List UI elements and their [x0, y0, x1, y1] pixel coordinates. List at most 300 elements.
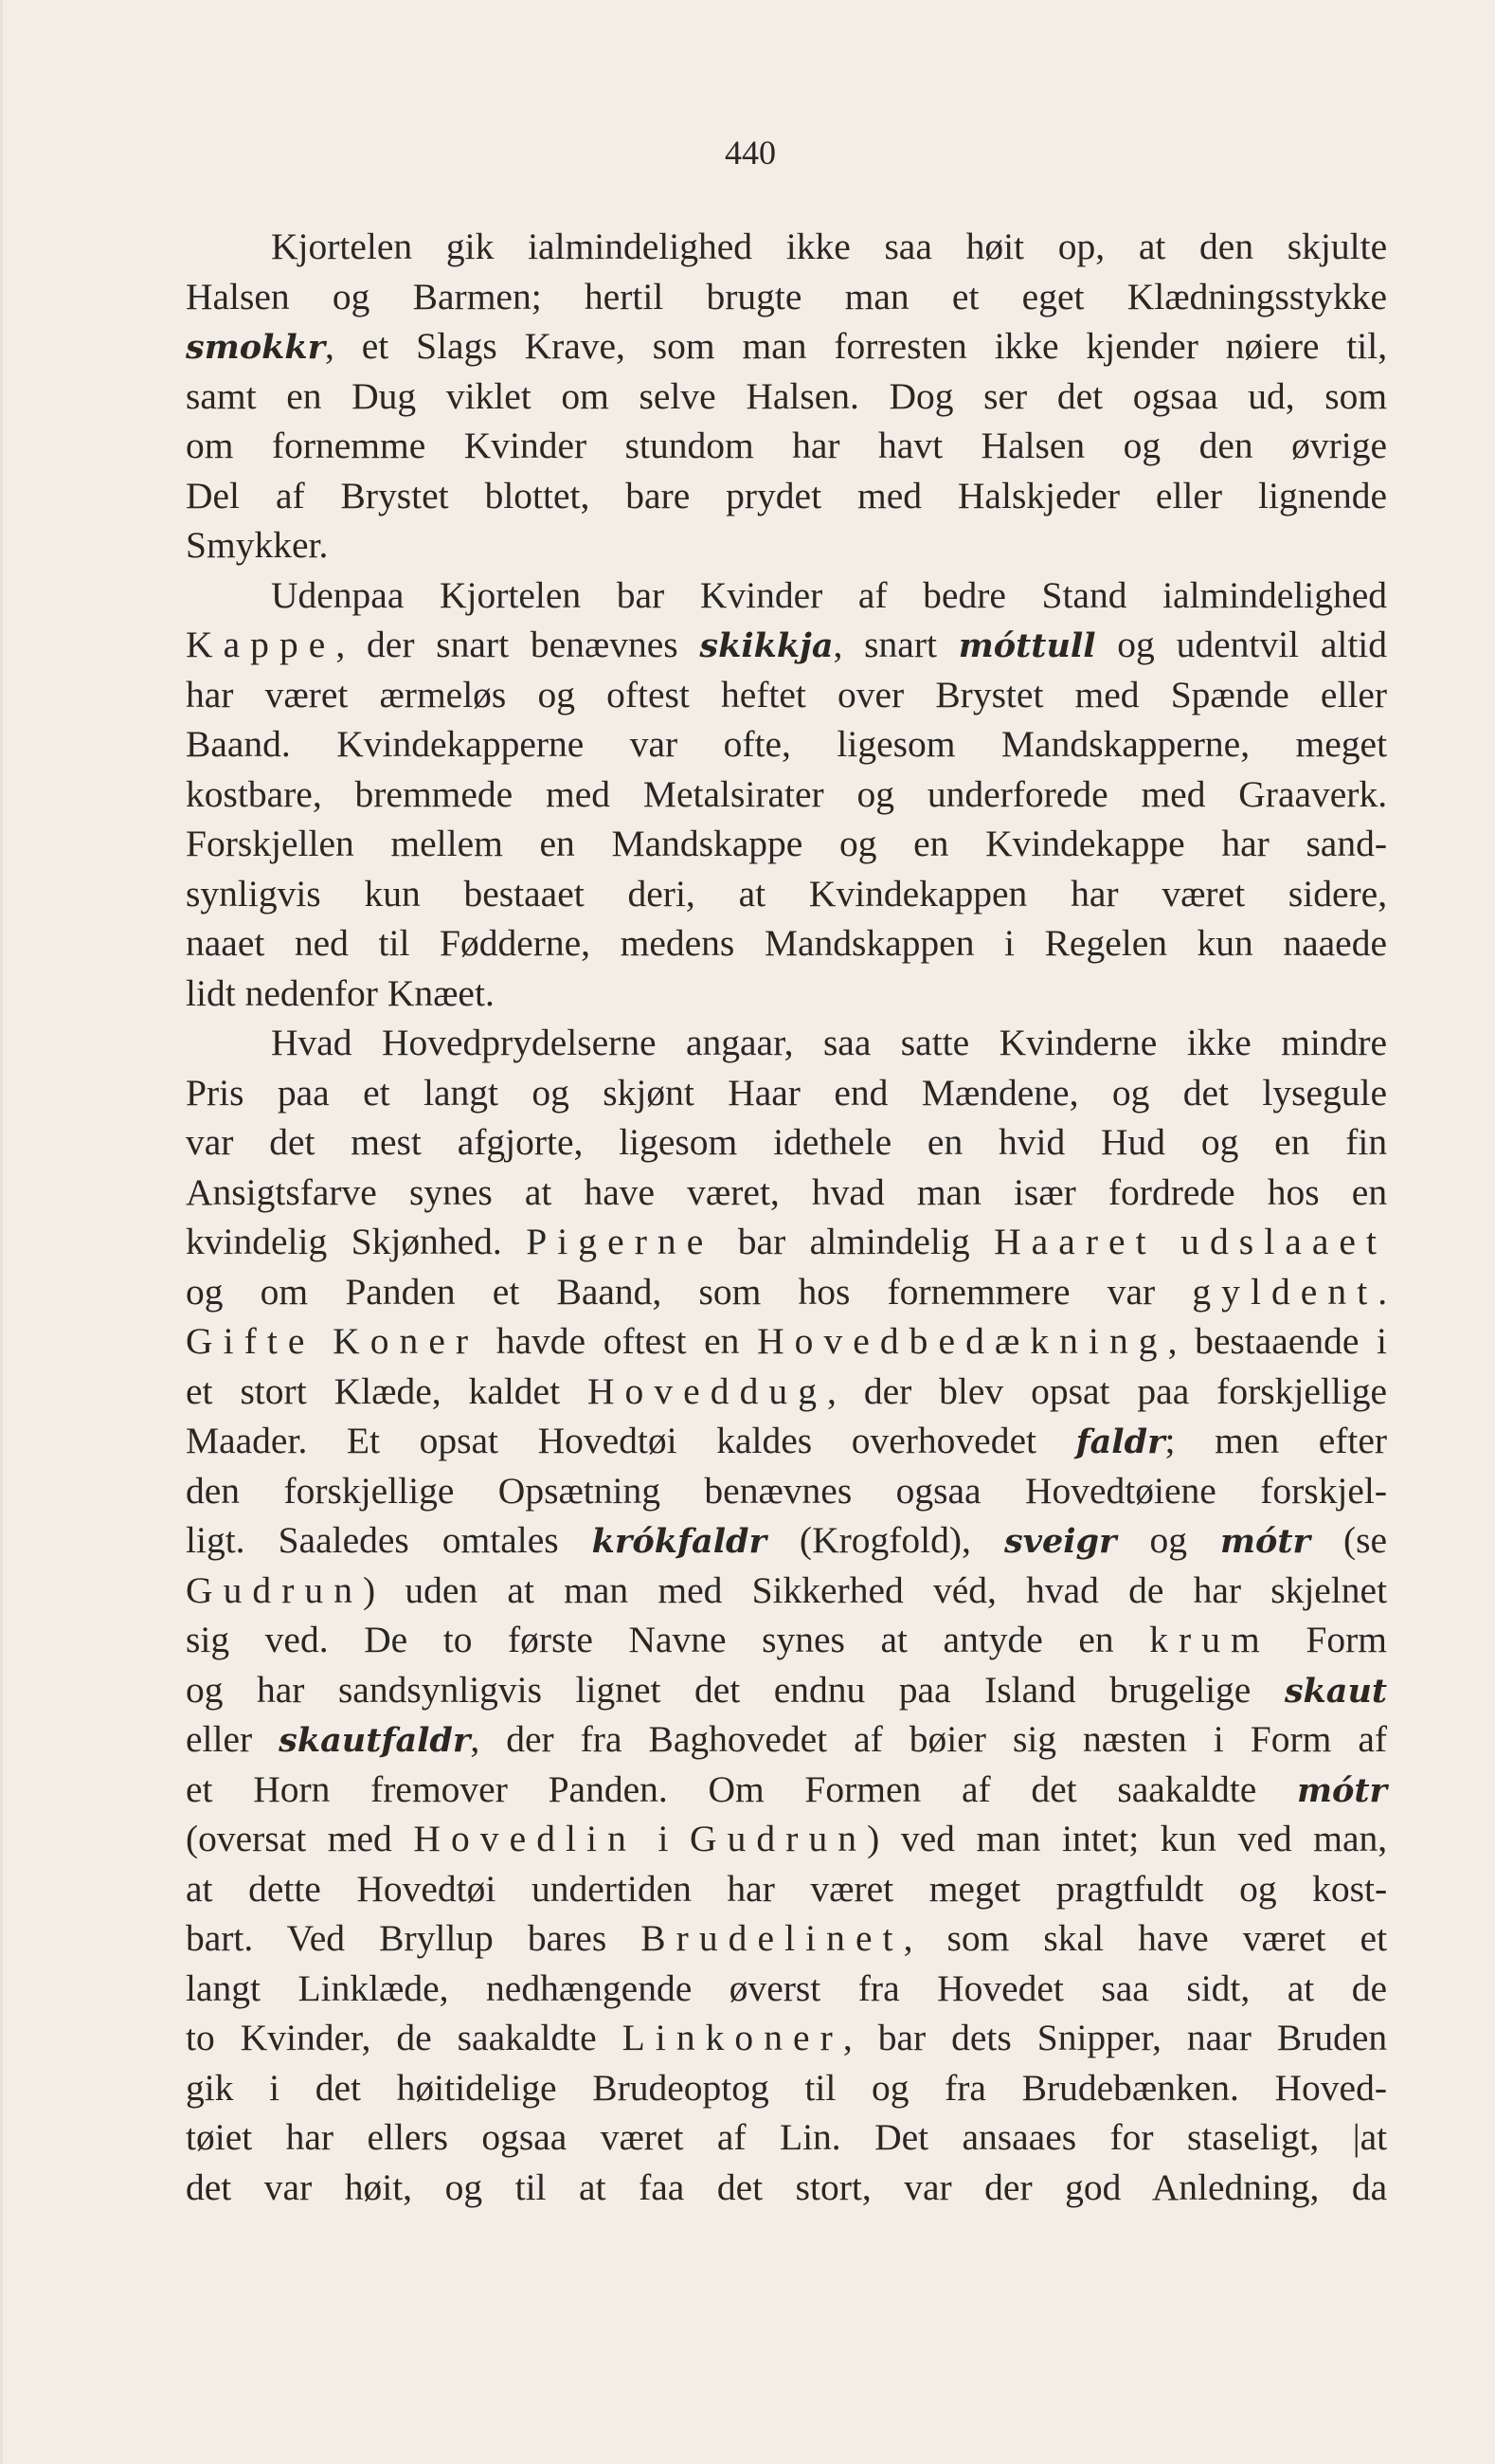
word: havt — [878, 425, 944, 466]
word: Krave, — [524, 325, 625, 367]
word: Anledning, — [1151, 2165, 1320, 2208]
word: der — [506, 1718, 554, 1760]
word: med — [327, 1818, 392, 1859]
word: i — [1213, 1718, 1224, 1760]
word: et — [951, 275, 980, 317]
spaced-emphasis: Hovedlin — [413, 1818, 637, 1859]
word: to — [442, 1619, 473, 1660]
italic-term: skikkja — [699, 626, 834, 665]
word: det — [716, 2165, 764, 2208]
italic-term: skautfaldr — [279, 1721, 471, 1760]
word: . — [1378, 1270, 1388, 1313]
word: synes — [762, 1619, 845, 1660]
word: og — [186, 1270, 224, 1313]
word: , — [842, 2017, 853, 2058]
word: kun — [1160, 1818, 1217, 1859]
word: ofte, — [723, 723, 791, 765]
word: og — [838, 823, 877, 864]
word: saa — [1101, 1966, 1149, 2009]
word: Maader. — [186, 1420, 308, 1461]
word: af — [275, 474, 305, 516]
word: med — [1141, 772, 1206, 815]
word: forskjellige — [283, 1469, 455, 1512]
word: medens — [620, 922, 735, 964]
word: skal — [1043, 1917, 1105, 1959]
word: at — [186, 1867, 213, 1910]
text-line — [186, 321, 1387, 371]
word: selve — [639, 374, 716, 417]
text-line — [186, 1018, 1387, 1068]
word: have — [1138, 1917, 1209, 1959]
word: , — [1167, 1320, 1178, 1362]
word: altid — [1320, 624, 1388, 665]
word: til — [378, 922, 410, 964]
word: bestaaet — [463, 872, 585, 915]
word: fordrede — [1108, 1170, 1235, 1213]
word: en — [927, 1121, 964, 1163]
word: de — [1351, 1966, 1388, 2009]
word: Kvindekappen — [808, 872, 1028, 915]
word: Kjortelen — [271, 226, 413, 267]
word: første — [508, 1619, 593, 1660]
word: god — [1065, 2165, 1122, 2208]
spaced-emphasis: Gudrun — [690, 1818, 868, 1859]
word: udentvil — [1176, 624, 1300, 665]
word: hos — [798, 1270, 851, 1313]
word: Ansigtsfarve — [186, 1170, 377, 1213]
word: , — [335, 624, 346, 665]
word: Baand. — [186, 723, 291, 765]
word: benævnes — [704, 1469, 853, 1512]
word: det — [1056, 374, 1104, 417]
word: , — [325, 325, 334, 367]
word: oftest — [603, 1320, 687, 1362]
word: og — [332, 275, 370, 317]
word: Bruden — [1276, 2017, 1388, 2058]
word: Kjortelen — [439, 573, 582, 616]
word: man — [564, 1568, 629, 1611]
word: Hud — [1101, 1121, 1166, 1163]
word: været, — [687, 1170, 780, 1213]
text-line — [186, 1665, 1387, 1715]
word: nedhængende — [486, 1966, 693, 2009]
word: prydet — [726, 474, 822, 516]
word: afgjorte, — [457, 1121, 584, 1163]
word: Haar — [728, 1071, 801, 1114]
word: øverst — [729, 1966, 821, 2009]
word: et — [361, 325, 389, 367]
text-line — [186, 819, 1387, 869]
word: ialmindelighed — [528, 226, 753, 267]
word: have — [584, 1170, 656, 1213]
text-line — [186, 1267, 1387, 1317]
word: sand- — [1306, 823, 1387, 864]
word: dette — [248, 1867, 321, 1910]
text-line — [186, 520, 1387, 571]
word: Island — [984, 1668, 1076, 1711]
word: Metalsirater — [642, 772, 824, 815]
text-line — [186, 2013, 1387, 2063]
text-line — [186, 969, 1387, 1019]
text-line — [186, 1316, 1387, 1367]
word: , — [903, 1917, 913, 1959]
word: satte — [900, 1022, 970, 1063]
word: Hoved- — [1274, 2066, 1387, 2109]
spaced-emphasis: Koner — [333, 1320, 479, 1362]
word: Lin. — [779, 2116, 841, 2158]
word: antyde — [943, 1619, 1043, 1660]
word: ligesom — [837, 723, 956, 765]
word: en — [1351, 1170, 1388, 1213]
word: eget — [1021, 275, 1085, 317]
word: og — [1239, 1867, 1277, 1910]
italic-term: smokkr — [186, 328, 326, 367]
word: med — [657, 1568, 723, 1611]
word: og — [856, 772, 894, 815]
word: langt — [423, 1071, 498, 1114]
word: at — [1287, 1966, 1315, 2009]
word: ogsaa — [1132, 374, 1218, 417]
word: Spænde — [1170, 673, 1289, 716]
word: underforede — [927, 772, 1108, 815]
word: synes — [408, 1170, 493, 1213]
word: Del — [186, 474, 241, 516]
word: dets — [951, 2017, 1012, 2058]
word: almindelig — [809, 1221, 970, 1262]
word: hos — [1267, 1170, 1320, 1213]
word: Opsætning — [497, 1469, 660, 1512]
word: staseligt, — [1186, 2116, 1320, 2158]
word: bar — [616, 573, 665, 616]
word: naaet — [186, 922, 265, 964]
text-line — [186, 869, 1387, 919]
word: gik — [186, 2066, 234, 2109]
word: og — [1149, 1519, 1187, 1561]
word: forskjellige — [1216, 1369, 1388, 1412]
word: var — [186, 1121, 234, 1163]
word: fornemme — [271, 425, 426, 466]
word: Halsen — [186, 275, 290, 317]
word: idethele — [773, 1121, 892, 1163]
text-line — [186, 1068, 1387, 1118]
word: man, — [1313, 1818, 1388, 1859]
word: De — [364, 1619, 408, 1660]
word: efter — [1318, 1420, 1388, 1461]
word: det — [1031, 1767, 1077, 1810]
italic-term: mótr — [1220, 1522, 1310, 1561]
italic-term: móttull — [958, 626, 1096, 665]
word: det — [1182, 1071, 1230, 1114]
word: det — [269, 1121, 315, 1163]
word: var — [904, 2165, 952, 2208]
spaced-emphasis: Gudrun — [186, 1568, 364, 1611]
word: intet; — [1062, 1818, 1140, 1859]
word: kun — [364, 872, 421, 915]
word: for — [1109, 2116, 1154, 2158]
italic-term: faldr — [1075, 1422, 1165, 1461]
word: og — [531, 1071, 569, 1114]
word: Regelen — [1044, 922, 1167, 964]
word: været — [1242, 1917, 1326, 1959]
word: af — [716, 2116, 747, 2158]
word: de — [396, 2017, 432, 2058]
word: ned — [294, 922, 349, 964]
word: som — [698, 1270, 762, 1313]
word: Bryllup — [379, 1917, 494, 1959]
text-line — [186, 770, 1387, 820]
word: Horn — [253, 1767, 331, 1810]
word: Ved — [286, 1917, 346, 1959]
word: deri, — [627, 872, 695, 915]
word: et — [186, 1767, 213, 1810]
text-line — [186, 1416, 1387, 1466]
word: ialmindelighed — [1162, 573, 1388, 616]
word: Det — [874, 2116, 929, 2158]
word: naar — [1186, 2017, 1252, 2058]
word: naaede — [1283, 922, 1387, 964]
word: høitidelige — [396, 2066, 557, 2109]
word: Hvad — [271, 1022, 352, 1063]
italic-term: sveigr — [1003, 1522, 1117, 1561]
word: blottet, — [484, 474, 590, 516]
word: (Krogfold), — [799, 1519, 971, 1561]
word: endnu — [773, 1668, 866, 1711]
word: at — [579, 2165, 606, 2208]
word: ligesom — [619, 1121, 738, 1163]
word: eller — [1320, 673, 1388, 716]
word: Halsen — [981, 425, 1086, 466]
word: til, — [1346, 325, 1388, 367]
word: Hovedtøi — [537, 1420, 677, 1461]
text-line — [186, 1466, 1387, 1516]
word: der — [984, 2165, 1033, 2208]
page-number: 440 — [725, 134, 776, 172]
word: især — [1013, 1170, 1076, 1213]
word: om — [260, 1270, 309, 1313]
word: ved — [1237, 1818, 1292, 1859]
word: kaldes — [716, 1420, 813, 1461]
word: Form — [1250, 1718, 1332, 1760]
italic-term: krókfaldr — [591, 1522, 766, 1561]
word: stundom — [624, 425, 754, 466]
word: i — [1377, 1320, 1387, 1362]
word: i — [657, 1818, 669, 1859]
word: har — [1193, 1568, 1241, 1611]
text-line — [186, 918, 1387, 969]
word: sidere, — [1288, 872, 1388, 915]
word: med — [546, 772, 611, 815]
word: ; — [1164, 1420, 1176, 1461]
word: været — [600, 2116, 684, 2158]
word: da — [1351, 2165, 1388, 2208]
word: ved. — [264, 1619, 329, 1660]
spaced-emphasis: Pigerne — [526, 1221, 714, 1262]
word: bares — [527, 1917, 607, 1959]
word: men — [1215, 1420, 1280, 1461]
word: og — [1117, 624, 1155, 665]
word: opsat — [1031, 1369, 1110, 1412]
word: fornemmere — [887, 1270, 1071, 1313]
text-line — [186, 1913, 1387, 1964]
word: Mændene, — [921, 1071, 1079, 1114]
word: høit — [965, 226, 1025, 267]
word: saa — [884, 226, 932, 267]
word: var — [263, 2165, 313, 2208]
text-line — [186, 1515, 1387, 1566]
body-text — [186, 222, 1387, 2212]
word: Kvindekappe — [985, 823, 1185, 864]
word: Graaverk. — [1238, 772, 1388, 815]
word: overhovedet — [851, 1420, 1036, 1461]
word: , — [470, 1718, 480, 1760]
word: har — [285, 2116, 334, 2158]
word: uden — [405, 1568, 478, 1611]
word: Formen — [804, 1767, 922, 1810]
word: Baghovedet — [648, 1718, 828, 1760]
word: Klædningsstykke — [1126, 275, 1388, 317]
text-line — [186, 1964, 1387, 2014]
word: |at — [1352, 2116, 1388, 2158]
word: har — [1071, 872, 1119, 915]
word: sig — [1012, 1718, 1057, 1760]
word: Mandskappe — [611, 823, 803, 864]
word: stort — [240, 1369, 307, 1412]
word: Hovedprydelserne — [381, 1022, 657, 1063]
word: opsat — [419, 1420, 499, 1461]
text-line — [186, 1714, 1387, 1765]
word: Baand, — [556, 1270, 662, 1313]
word: bremmede — [354, 772, 513, 815]
word: ikke — [785, 226, 851, 267]
word: det — [693, 1668, 741, 1711]
word: bar — [737, 1221, 786, 1262]
word: paa — [1137, 1369, 1190, 1412]
word: faa — [639, 2165, 685, 2208]
word: var — [629, 723, 678, 765]
spaced-emphasis: krum — [1149, 1619, 1270, 1660]
word: og — [1111, 1071, 1150, 1114]
word: i — [269, 2066, 280, 2109]
word: Brudebænken. — [1021, 2066, 1239, 2109]
word: over — [838, 673, 905, 716]
word: et — [492, 1270, 520, 1313]
word: Knæet. — [387, 971, 495, 1014]
word: fremover — [370, 1767, 508, 1810]
text-line — [186, 620, 1387, 670]
word: omtales — [441, 1519, 559, 1561]
word: nøiere — [1225, 325, 1320, 367]
word: som — [652, 325, 715, 367]
italic-term: skaut — [1284, 1671, 1388, 1711]
word: hvad — [811, 1170, 885, 1213]
word: Snipper, — [1036, 2017, 1162, 2058]
word: viklet — [445, 374, 531, 417]
word: saakaldte — [457, 2017, 597, 2058]
word: man — [916, 1170, 982, 1213]
text-line — [186, 1217, 1387, 1267]
spaced-emphasis: Hovedbedækning — [757, 1320, 1168, 1362]
word: kjender — [1086, 325, 1198, 367]
word: Form — [1306, 1619, 1387, 1660]
spaced-emphasis: gyldent — [1192, 1270, 1378, 1313]
word: Halskjeder — [957, 474, 1121, 516]
word: brugelige — [1109, 1668, 1252, 1711]
word: sandsynligvis — [337, 1668, 543, 1711]
word: at — [507, 1568, 534, 1611]
word: Om — [708, 1767, 765, 1810]
word: som — [946, 1917, 1010, 1959]
word: (oversat — [186, 1818, 307, 1859]
word: lignende — [1258, 474, 1388, 516]
word: ellers — [367, 2116, 448, 2158]
word: tøiet — [186, 2116, 253, 2158]
word: forresten — [834, 325, 967, 367]
word: benævnes — [530, 624, 678, 665]
word: at — [1138, 226, 1166, 267]
word: paa — [898, 1668, 951, 1711]
word: bestaaende — [1195, 1320, 1360, 1362]
word: Panden. — [548, 1767, 668, 1810]
word: saakaldte — [1117, 1767, 1257, 1810]
word: stort, — [795, 2165, 872, 2208]
word: kostbare, — [186, 772, 322, 815]
word: at — [738, 872, 766, 915]
word: og — [871, 2066, 910, 2109]
word: var — [1107, 1270, 1156, 1313]
word: været — [264, 673, 349, 716]
text-line — [186, 1367, 1387, 1417]
word: har — [186, 673, 234, 716]
word: eller — [186, 1718, 253, 1760]
text-line — [186, 2063, 1387, 2113]
text-line — [186, 1864, 1387, 1914]
word: snart — [436, 624, 510, 665]
word: Udenpaa — [271, 573, 405, 616]
word: Halsen. — [746, 374, 859, 417]
word: en — [1274, 1121, 1310, 1163]
word: og — [1123, 425, 1162, 466]
word: nedenfor — [244, 971, 378, 1014]
word: har — [727, 1867, 775, 1910]
spaced-emphasis: Linkoner — [621, 2017, 843, 2058]
word: en — [539, 823, 575, 864]
word: og — [537, 673, 575, 716]
word: eller — [1155, 474, 1223, 516]
word: en — [913, 823, 949, 864]
word: kvindelig — [186, 1221, 328, 1262]
word: angaar, — [685, 1022, 794, 1063]
word: øvrige — [1291, 425, 1388, 466]
word: høit, — [344, 2165, 413, 2208]
word: Navne — [628, 1619, 727, 1660]
word: Kvindekapperne — [336, 723, 585, 765]
word: bart. — [186, 1917, 254, 1959]
word: Kvinder — [463, 425, 587, 466]
word: med — [1074, 673, 1140, 716]
word: skjulte — [1287, 226, 1388, 267]
word: op, — [1057, 226, 1106, 267]
word: den — [186, 1469, 241, 1512]
word: og — [444, 2165, 483, 2208]
word: bare — [625, 474, 691, 516]
word: samt — [186, 374, 257, 417]
word: kost- — [1312, 1867, 1388, 1910]
word: har — [1221, 823, 1270, 864]
word: forskjel- — [1260, 1469, 1388, 1512]
word: af — [961, 1767, 991, 1810]
text-line — [186, 1566, 1387, 1616]
word: ligt. — [186, 1519, 245, 1561]
